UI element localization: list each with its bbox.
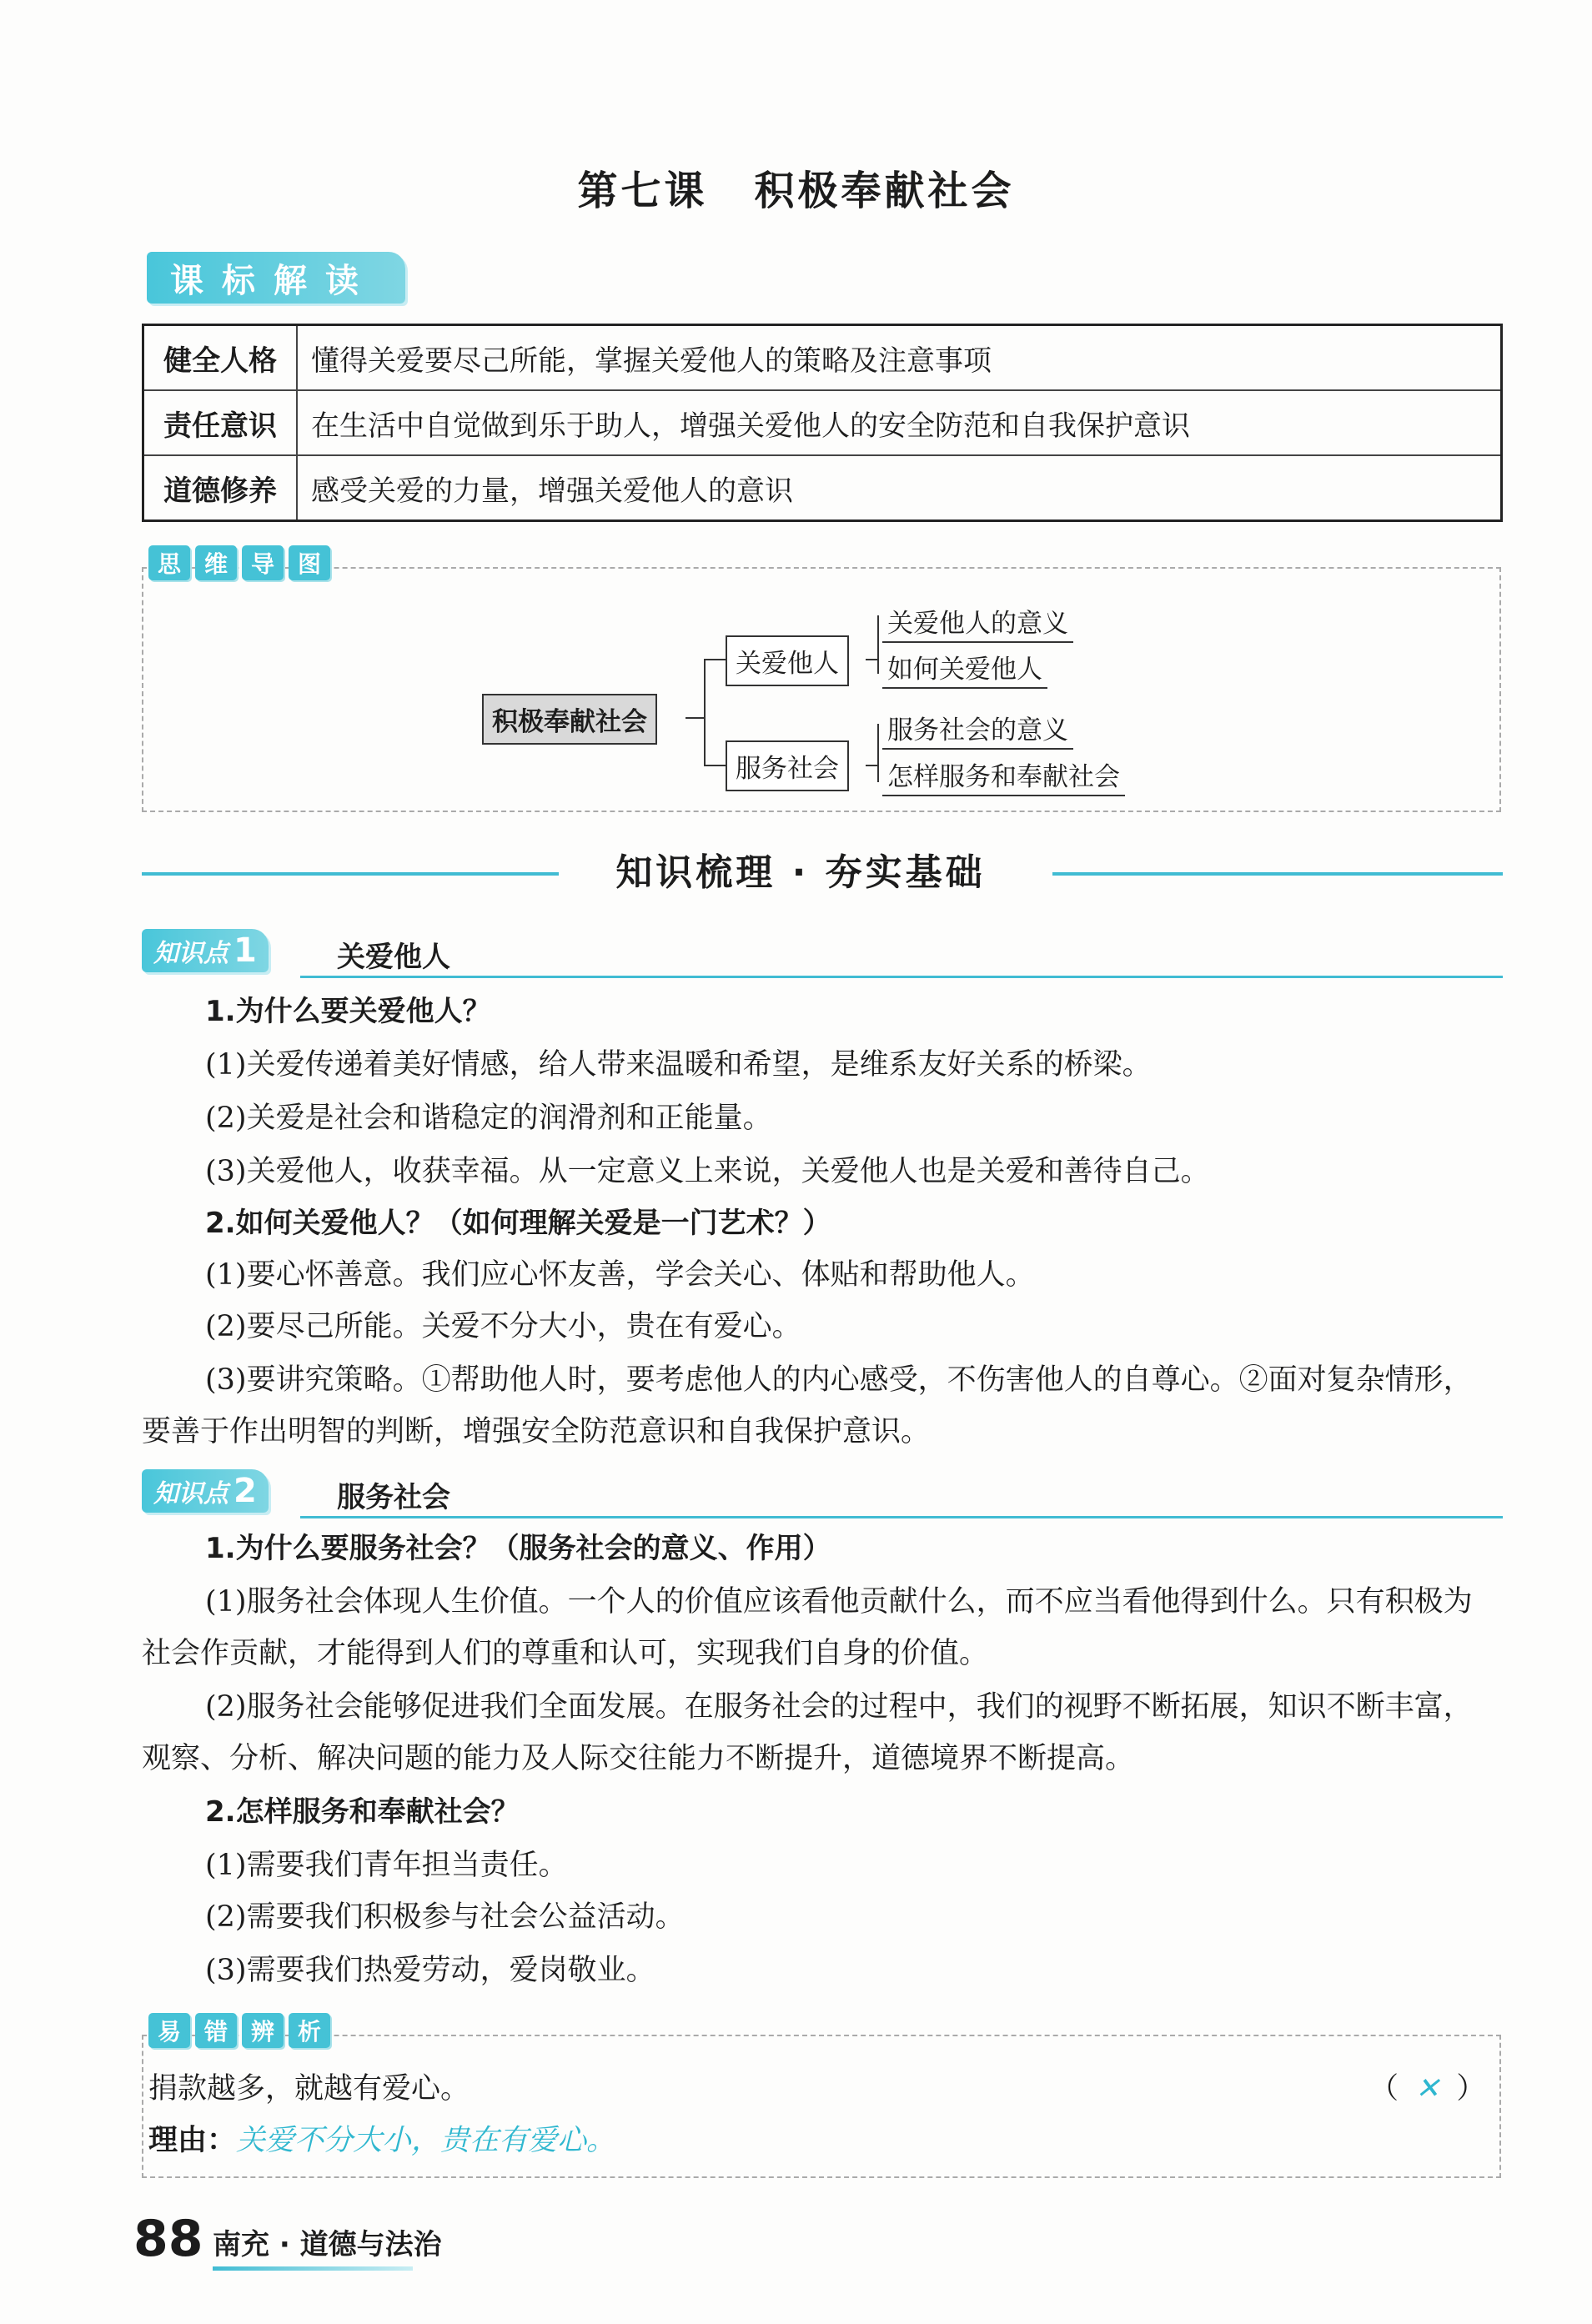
kp1-badge	[142, 929, 269, 972]
mindmap-leaf: 服务社会的意义	[882, 709, 1073, 750]
page-title	[0, 158, 1592, 216]
standards-table	[142, 324, 1503, 522]
mindmap-branch: 服务社会	[726, 740, 849, 791]
kp2-answer: (2)服务社会能够促进我们全面发展。在服务社会的过程中，我们的视野不断拓展，知识不断丰富，观察、分析、解决问题的能力及人际交往能力不断提升，道德境界不断提高。	[142, 1690, 1473, 1775]
mindmap-root: 积极奉献社会	[482, 694, 657, 745]
kp1-answer: (3)关爱他人，收获幸福。从一定意义上来说，关爱他人也是关爱和善待自己。	[205, 1155, 1210, 1188]
mindmap-header-char: 思	[148, 545, 190, 580]
mindmap-header-char: 图	[289, 545, 330, 580]
mindmap-leaf: 关爱他人的意义	[882, 602, 1073, 643]
mindmap-header	[148, 545, 330, 580]
kp1-title: 关爱他人	[337, 941, 450, 974]
kp-badge-label: 知识点	[153, 1479, 229, 1508]
error-header-char: 辨	[242, 2013, 284, 2048]
mindmap-leaf: 如何关爱他人	[882, 648, 1047, 689]
kp2-title: 服务社会	[337, 1481, 450, 1514]
page-number: 88	[133, 2210, 203, 2268]
standard-value: 在生活中自觉做到乐于助人，增强关爱他人的安全防范和自我保护意识	[297, 390, 1502, 455]
error-analysis-header	[148, 2013, 330, 2048]
kp2-answer: (3)需要我们热爱劳动，爱岗敬业。	[205, 1954, 655, 1987]
kp1-question-1: 1.为什么要关爱他人？	[205, 995, 491, 1028]
standards-header: 课标解读	[147, 252, 405, 304]
table-row	[143, 325, 1502, 391]
kp2-answer: (1)服务社会体现人生价值。一个人的价值应该看他贡献什么，而不应当看他得到什么。只有积极为社会作贡献，才能得到人们的尊重和认可，实现我们自身的价值。	[142, 1585, 1473, 1670]
kp1-answer: (3)要讲究策略。①帮助他人时，要考虑他人的内心感受，不伤害他人的自尊心。②面对复杂情形，要善于作出明智的判断，增强安全防范意识和自我保护意识。	[142, 1363, 1473, 1448]
mindmap-box	[142, 550, 1501, 812]
answer-bracket-open: （	[1369, 2072, 1399, 2106]
kp2-answer: (1)需要我们青年担当责任。	[205, 1849, 568, 1882]
kp2-question-2: 2.怎样服务和奉献社会？	[205, 1795, 520, 1829]
mindmap-header-char: 维	[195, 545, 237, 580]
cross-mark-icon: ✕	[1415, 2072, 1440, 2106]
section-title: 知识梳理 · 夯实基础	[615, 851, 986, 894]
answer-bracket-close: ）	[1456, 2072, 1486, 2106]
kp2-answer: (2)需要我们积极参与社会公益活动。	[205, 1900, 685, 1934]
table-row	[143, 455, 1502, 521]
error-header-char: 错	[195, 2013, 237, 2048]
kp2-badge	[142, 1469, 269, 1513]
kp1-answer: (1)要心怀善意。我们应心怀友善，学会关心、体贴和帮助他人。	[205, 1258, 1035, 1292]
section-divider	[142, 872, 559, 876]
mindmap-branch: 关爱他人	[726, 635, 849, 686]
lesson-number: 第七课	[577, 168, 708, 214]
error-statement: 捐款越多，就越有爱心。	[148, 2072, 470, 2106]
kp-badge-number: 1	[234, 931, 257, 970]
section-divider	[1052, 872, 1503, 876]
standard-value: 感受关爱的力量，增强关爱他人的意识	[297, 455, 1502, 521]
kp2-divider	[300, 1516, 1503, 1518]
mindmap-header-char: 导	[242, 545, 284, 580]
reason-text: 关爱不分大小，贵在有爱心。	[236, 2124, 616, 2157]
kp1-answer: (1)关爱传递着美好情感，给人带来温暖和希望，是维系友好关系的桥梁。	[205, 1048, 1152, 1082]
answer-bracket	[1369, 2063, 1485, 2115]
footer-bar	[213, 2266, 413, 2271]
standard-key: 健全人格	[143, 325, 298, 391]
error-analysis-box	[142, 2018, 1501, 2178]
standard-value: 懂得关爱要尽己所能，掌握关爱他人的策略及注意事项	[297, 325, 1502, 391]
footer-label: 南充 · 道德与法治	[213, 2228, 442, 2261]
kp1-answer: (2)关爱是社会和谐稳定的润滑剂和正能量。	[205, 1102, 772, 1135]
reason-label: 理由：	[148, 2124, 237, 2157]
standard-key: 责任意识	[143, 390, 298, 455]
error-reason	[148, 2115, 615, 2166]
kp1-question-2: 2.如何关爱他人？（如何理解关爱是一门艺术？）	[205, 1207, 831, 1240]
error-header-char: 易	[148, 2013, 190, 2048]
table-row	[143, 390, 1502, 455]
error-header-char: 析	[289, 2013, 330, 2048]
lesson-name: 积极奉献社会	[754, 168, 1015, 214]
kp1-divider	[300, 976, 1503, 978]
kp-badge-label: 知识点	[153, 939, 229, 968]
kp2-question-1: 1.为什么要服务社会？（服务社会的意义、作用）	[205, 1532, 831, 1565]
kp1-answer: (2)要尽己所能。关爱不分大小，贵在有爱心。	[205, 1310, 801, 1343]
kp-badge-number: 2	[234, 1472, 257, 1510]
mindmap-leaf: 怎样服务和奉献社会	[882, 755, 1125, 796]
standard-key: 道德修养	[143, 455, 298, 521]
